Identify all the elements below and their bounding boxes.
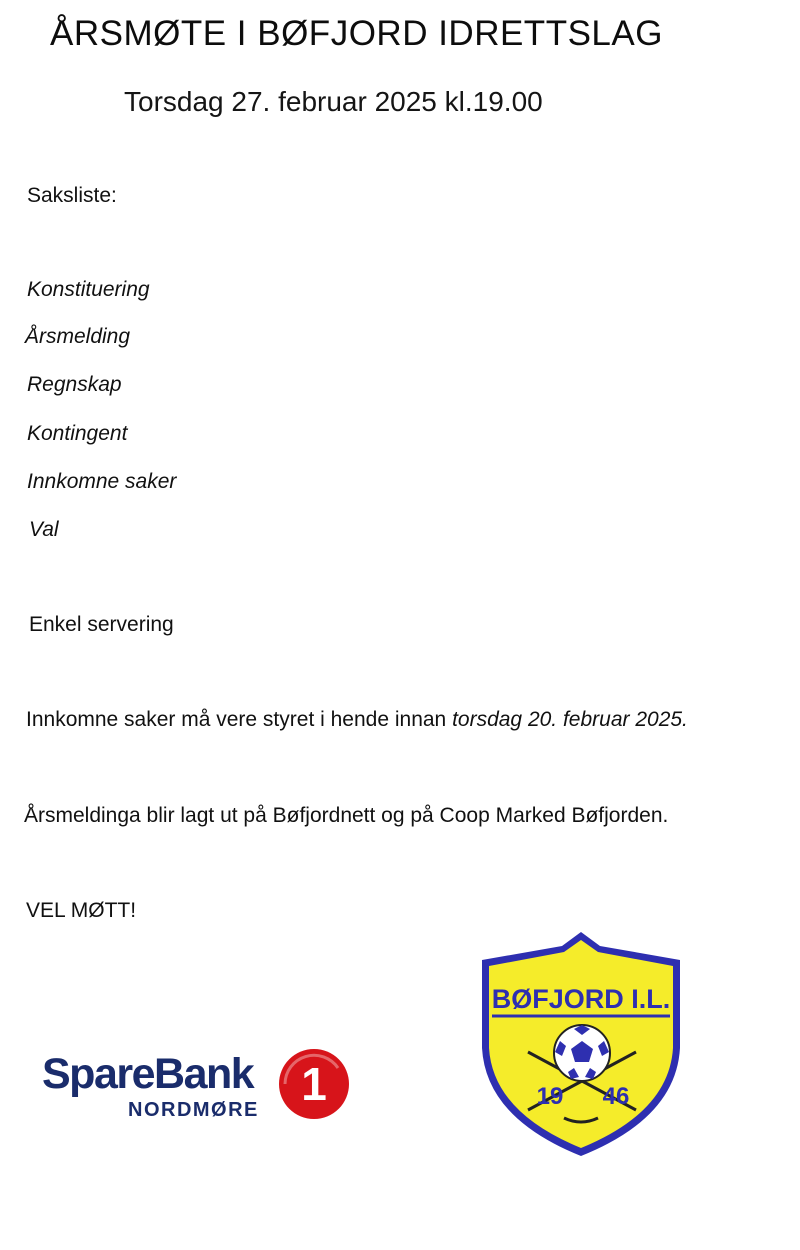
agenda-item: Innkomne saker — [27, 470, 177, 493]
bofjord-il-crest — [476, 928, 686, 1160]
deadline-note — [26, 708, 688, 732]
page-title: ÅRSMØTE I BØFJORD IDRETTSLAG — [50, 14, 663, 53]
football-icon — [554, 1025, 610, 1081]
agenda-item: Val — [29, 518, 59, 541]
sparebank-badge — [279, 1049, 349, 1119]
club-year-left: 19 — [536, 1083, 564, 1110]
club-year-right: 46 — [602, 1083, 630, 1110]
club-name: BØFJORD I.L. — [491, 984, 671, 1014]
serving-note: Enkel servering — [29, 613, 174, 636]
welcome-text: VEL MØTT! — [26, 899, 137, 922]
sparebank-region: NORDMØRE — [128, 1099, 259, 1121]
agenda-label: Saksliste: — [27, 184, 117, 207]
meeting-date: Torsdag 27. februar 2025 kl.19.00 — [124, 86, 543, 117]
agenda-item: Årsmelding — [25, 325, 131, 348]
deadline-text: Innkomne saker må vere styret i hende innan — [26, 708, 453, 731]
report-note: Årsmeldinga blir lagt ut på Bøfjordnett og på Coop Marked Bøfjorden. — [24, 804, 669, 827]
agenda-item: Kontingent — [27, 422, 128, 445]
agenda-item: Regnskap — [27, 373, 122, 396]
deadline-date: torsdag 20. februar 2025. — [452, 708, 688, 731]
sparebank-wordmark: SpareBank — [42, 1050, 254, 1098]
agenda-item: Konstituering — [27, 278, 150, 301]
sparebank-badge-digit: 1 — [301, 1058, 327, 1110]
sparebank1-logo — [38, 1040, 358, 1130]
